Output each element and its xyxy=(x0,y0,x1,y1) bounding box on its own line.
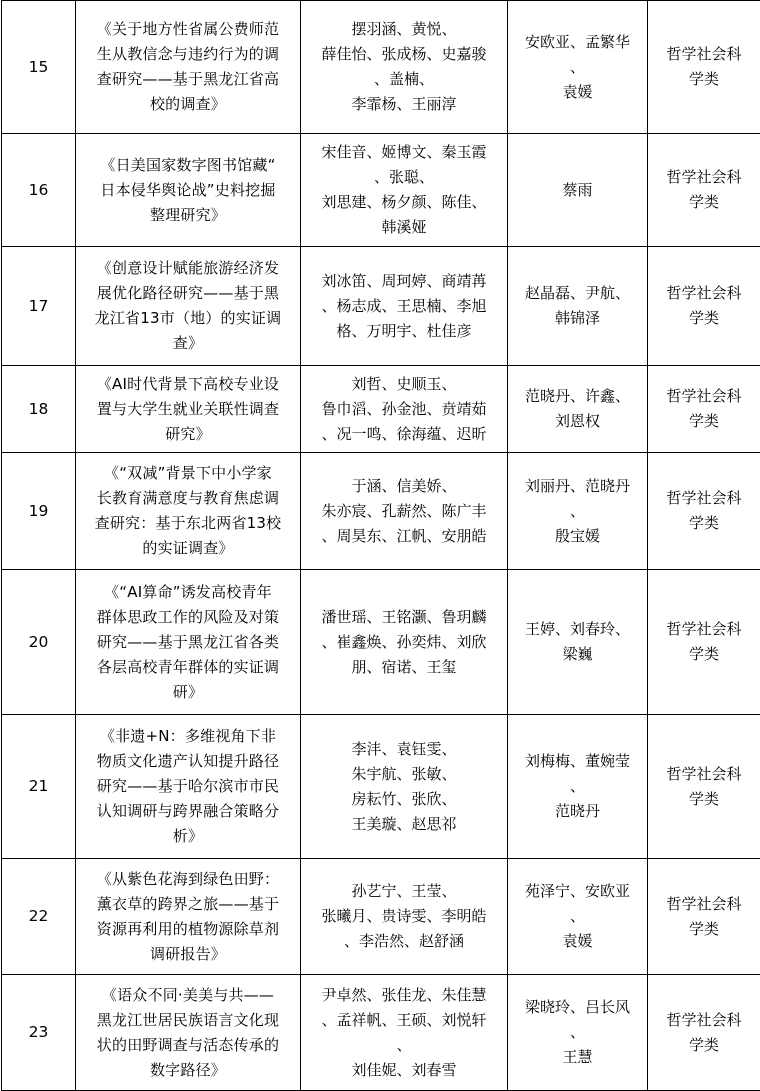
project-members xyxy=(301,859,508,975)
title-line: 研究——基于哈尔滨市市民 xyxy=(82,774,294,799)
table-row xyxy=(2,366,760,453)
project-number: 18 xyxy=(2,366,76,453)
category-line: 哲学社会科 xyxy=(656,892,752,917)
title-line: 长教育满意度与教育焦虑调 xyxy=(82,486,294,511)
project-members xyxy=(301,975,508,1091)
members-line: 韩溪娅 xyxy=(305,215,503,240)
project-number: 15 xyxy=(2,1,76,134)
category-line: 学类 xyxy=(656,306,752,331)
members-line: 刘哲、史顺玉、 xyxy=(305,372,503,397)
project-number: 21 xyxy=(2,715,76,859)
advisors-line: 苑泽宁、安欧亚 xyxy=(512,879,643,904)
category-line: 学类 xyxy=(656,917,752,942)
project-category xyxy=(648,247,760,366)
members-line: 、张聪、 xyxy=(305,165,503,190)
project-number: 23 xyxy=(2,975,76,1091)
project-members xyxy=(301,715,508,859)
project-category xyxy=(648,453,760,570)
members-line: 王美璇、赵思祁 xyxy=(305,812,503,837)
title-line: 《“AI算命”诱发高校青年 xyxy=(82,580,294,605)
advisors-line: 梁巍 xyxy=(512,642,643,667)
project-title xyxy=(76,134,301,247)
members-line: 、周昊东、江帆、安朋皓 xyxy=(305,524,503,549)
members-line: 摆羽涵、黄悦、 xyxy=(305,17,503,42)
project-title xyxy=(76,366,301,453)
advisors-line: 王婷、刘春玲、 xyxy=(512,617,643,642)
project-advisors xyxy=(508,134,648,247)
category-line: 学类 xyxy=(656,67,752,92)
title-line: 整理研究》 xyxy=(82,203,294,228)
title-line: 各层高校青年群体的实证调 xyxy=(82,655,294,680)
advisors-line: 安欧亚、孟繁华 xyxy=(512,30,643,55)
members-line: 宋佳音、姬博文、秦玉霞 xyxy=(305,140,503,165)
members-line: 刘佳妮、刘春雪 xyxy=(305,1058,503,1083)
project-number: 19 xyxy=(2,453,76,570)
category-line: 学类 xyxy=(656,642,752,667)
advisors-line: 、 xyxy=(512,499,643,524)
title-line: 调研报告》 xyxy=(82,942,294,967)
project-category xyxy=(648,975,760,1091)
advisors-line: 蔡雨 xyxy=(512,178,643,203)
title-line: 《创意设计赋能旅游经济发 xyxy=(82,256,294,281)
title-line: 薰衣草的跨界之旅——基于 xyxy=(82,892,294,917)
project-title xyxy=(76,715,301,859)
table-row xyxy=(2,453,760,570)
project-members xyxy=(301,1,508,134)
project-number: 22 xyxy=(2,859,76,975)
title-line: 查研究：基于东北两省13校 xyxy=(82,511,294,536)
members-line: 房耘竹、张欣、 xyxy=(305,787,503,812)
table-row xyxy=(2,975,760,1091)
project-title xyxy=(76,1,301,134)
project-table xyxy=(1,0,760,1091)
advisors-line: 范晓丹 xyxy=(512,799,643,824)
category-line: 学类 xyxy=(656,190,752,215)
project-members xyxy=(301,570,508,715)
members-line: 孙艺宁、王莹、 xyxy=(305,879,503,904)
members-line: 、孟祥帆、王硕、刘悦轩 xyxy=(305,1008,503,1033)
table-row xyxy=(2,715,760,859)
project-number: 17 xyxy=(2,247,76,366)
project-members xyxy=(301,453,508,570)
title-line: 日本侵华舆论战”史料挖掘 xyxy=(82,178,294,203)
members-line: 李霏杨、王丽淳 xyxy=(305,92,503,117)
category-line: 哲学社会科 xyxy=(656,165,752,190)
advisors-line: 、 xyxy=(512,55,643,80)
advisors-line: 袁媛 xyxy=(512,929,643,954)
table-row xyxy=(2,1,760,134)
members-line: 李沣、袁钰雯、 xyxy=(305,737,503,762)
project-members xyxy=(301,366,508,453)
category-line: 学类 xyxy=(656,409,752,434)
project-category xyxy=(648,570,760,715)
project-advisors xyxy=(508,1,648,134)
members-line: 、崔鑫焕、孙奕炜、刘欣 xyxy=(305,630,503,655)
members-line: 薛佳怡、张成杨、史嘉骏 xyxy=(305,42,503,67)
project-advisors xyxy=(508,715,648,859)
project-advisors xyxy=(508,366,648,453)
project-category xyxy=(648,715,760,859)
advisors-line: 、 xyxy=(512,774,643,799)
advisors-line: 范晓丹、许鑫、 xyxy=(512,384,643,409)
project-category xyxy=(648,134,760,247)
advisors-line: 、 xyxy=(512,1020,643,1045)
members-line: 尹卓然、张佳龙、朱佳慧 xyxy=(305,983,503,1008)
advisors-line: 梁晓玲、吕长风 xyxy=(512,995,643,1020)
category-line: 哲学社会科 xyxy=(656,42,752,67)
project-title xyxy=(76,247,301,366)
table-row xyxy=(2,134,760,247)
title-line: 《日美国家数字图书馆藏“ xyxy=(82,153,294,178)
category-line: 哲学社会科 xyxy=(656,1008,752,1033)
title-line: 查研究——基于黑龙江省高 xyxy=(82,67,294,92)
advisors-line: 韩锦泽 xyxy=(512,306,643,331)
members-line: 格、万明宇、杜佳彦 xyxy=(305,319,503,344)
table-row xyxy=(2,859,760,975)
category-line: 学类 xyxy=(656,511,752,536)
title-line: 置与大学生就业关联性调查 xyxy=(82,397,294,422)
title-line: 《非遗+N：多维视角下非 xyxy=(82,724,294,749)
members-line: 、况一鸣、徐海蕴、迟昕 xyxy=(305,422,503,447)
advisors-line: 刘恩权 xyxy=(512,409,643,434)
title-line: 认知调研与跨界融合策略分 xyxy=(82,799,294,824)
advisors-line: 袁媛 xyxy=(512,80,643,105)
project-advisors xyxy=(508,859,648,975)
title-line: 研究——基于黑龙江省各类 xyxy=(82,630,294,655)
title-line: 群体思政工作的风险及对策 xyxy=(82,605,294,630)
title-line: 析》 xyxy=(82,824,294,849)
members-line: 潘世瑶、王铭灏、鲁玥麟 xyxy=(305,605,503,630)
category-line: 学类 xyxy=(656,787,752,812)
advisors-line: 刘梅梅、董婉莹 xyxy=(512,749,643,774)
project-title xyxy=(76,975,301,1091)
advisors-line: 王慧 xyxy=(512,1045,643,1070)
category-line: 哲学社会科 xyxy=(656,384,752,409)
title-line: 《关于地方性省属公费师范 xyxy=(82,17,294,42)
category-line: 学类 xyxy=(656,1033,752,1058)
title-line: 《语众不同·美美与共—— xyxy=(82,983,294,1008)
title-line: 状的田野调查与活态传承的 xyxy=(82,1033,294,1058)
project-advisors xyxy=(508,247,648,366)
members-line: 刘冰笛、周珂婷、商靖苒 xyxy=(305,269,503,294)
project-members xyxy=(301,247,508,366)
advisors-line: 赵晶磊、尹航、 xyxy=(512,281,643,306)
title-line: 展优化路径研究——基于黑 xyxy=(82,281,294,306)
project-advisors xyxy=(508,453,648,570)
advisors-line: 殷宝媛 xyxy=(512,524,643,549)
category-line: 哲学社会科 xyxy=(656,486,752,511)
title-line: 黑龙江世居民族语言文化现 xyxy=(82,1008,294,1033)
members-line: 于涵、信美娇、 xyxy=(305,474,503,499)
members-line: 张曦月、贵诗雯、李明皓 xyxy=(305,904,503,929)
members-line: 朱亦宸、孔薪然、陈广丰 xyxy=(305,499,503,524)
members-line: 、 xyxy=(305,1033,503,1058)
title-line: 《从紫色花海到绿色田野： xyxy=(82,867,294,892)
title-line: 生从教信念与违约行为的调 xyxy=(82,42,294,67)
category-line: 哲学社会科 xyxy=(656,762,752,787)
title-line: 物质文化遗产认知提升路径 xyxy=(82,749,294,774)
project-advisors xyxy=(508,975,648,1091)
table-row xyxy=(2,570,760,715)
title-line: 龙江省13市（地）的实证调 xyxy=(82,306,294,331)
title-line: 的实证调查》 xyxy=(82,536,294,561)
members-line: 刘思建、杨夕颜、陈佳、 xyxy=(305,190,503,215)
title-line: 查》 xyxy=(82,331,294,356)
members-line: 、李浩然、赵舒涵 xyxy=(305,929,503,954)
title-line: 资源再利用的植物源除草剂 xyxy=(82,917,294,942)
title-line: 数字路径》 xyxy=(82,1058,294,1083)
category-line: 哲学社会科 xyxy=(656,617,752,642)
category-line: 哲学社会科 xyxy=(656,281,752,306)
table-row xyxy=(2,247,760,366)
table-body xyxy=(2,1,760,1091)
members-line: 、杨志成、王思楠、李旭 xyxy=(305,294,503,319)
advisors-line: 、 xyxy=(512,904,643,929)
members-line: 朋、宿诺、王玺 xyxy=(305,655,503,680)
members-line: 朱宇航、张敏、 xyxy=(305,762,503,787)
title-line: 《“双减”背景下中小学家 xyxy=(82,461,294,486)
project-advisors xyxy=(508,570,648,715)
project-title xyxy=(76,453,301,570)
project-category xyxy=(648,366,760,453)
title-line: 研》 xyxy=(82,680,294,705)
members-line: 、盖楠、 xyxy=(305,67,503,92)
members-line: 鲁巾滔、孙金池、贲靖茹 xyxy=(305,397,503,422)
project-members xyxy=(301,134,508,247)
project-title xyxy=(76,570,301,715)
title-line: 《AI时代背景下高校专业设 xyxy=(82,372,294,397)
project-title xyxy=(76,859,301,975)
advisors-line: 刘丽丹、范晓丹 xyxy=(512,474,643,499)
project-number: 16 xyxy=(2,134,76,247)
project-number: 20 xyxy=(2,570,76,715)
project-category xyxy=(648,1,760,134)
project-category xyxy=(648,859,760,975)
title-line: 研究》 xyxy=(82,422,294,447)
title-line: 校的调查》 xyxy=(82,92,294,117)
